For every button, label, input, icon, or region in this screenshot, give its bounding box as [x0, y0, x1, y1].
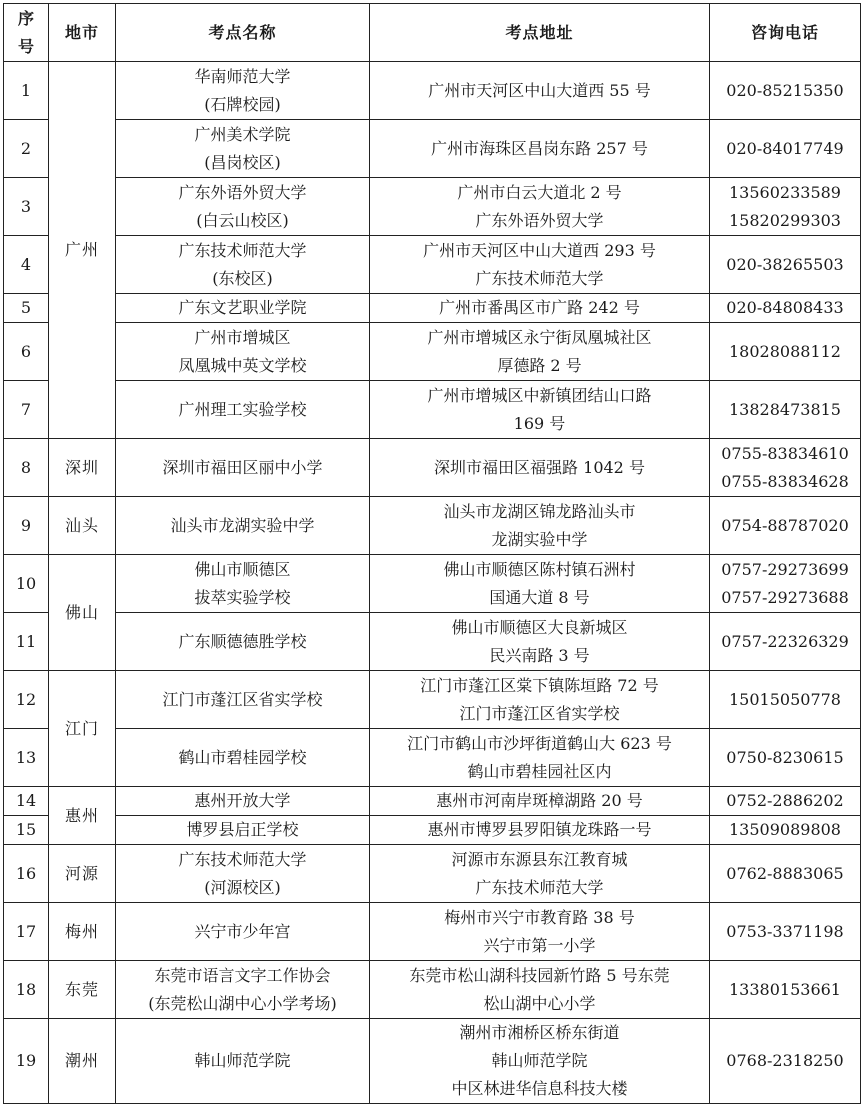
row-site-address [370, 62, 710, 120]
row-site-address [370, 497, 710, 555]
table-row [4, 381, 861, 439]
site-name-line: 佛山市顺德区 [194, 559, 291, 579]
row-phone [710, 381, 861, 439]
phone-line: 18028088112 [729, 341, 841, 361]
phone-line: 15820299303 [729, 210, 841, 230]
row-city: 汕头 [49, 497, 116, 555]
row-site-address [370, 1019, 710, 1104]
site-address-line: 河源市东源县东江教育城 [451, 849, 628, 869]
site-name-line: 汕头市龙湖实验中学 [170, 515, 315, 535]
row-site-address [370, 120, 710, 178]
header-site-address: 考点地址 [370, 4, 710, 62]
table-row [4, 62, 861, 120]
row-site-name [116, 381, 370, 439]
header-site-name: 考点名称 [116, 4, 370, 62]
site-name-line: 广东顺德德胜学校 [178, 631, 307, 651]
phone-line: 0755-83834610 [721, 443, 849, 463]
site-address-line: 厚德路 2 号 [497, 355, 582, 375]
row-site-address [370, 555, 710, 613]
site-address-line: 民兴南路 3 号 [489, 645, 590, 665]
row-site-name [116, 787, 370, 816]
site-name-line: (东校区) [212, 268, 273, 288]
row-site-address [370, 816, 710, 845]
row-seq: 11 [4, 613, 49, 671]
site-address-line: 龙湖实验中学 [491, 529, 588, 549]
site-address-line: 广东技术师范大学 [475, 877, 604, 897]
site-address-line: 韩山师范学院 [491, 1051, 588, 1070]
phone-line: 020-38265503 [726, 254, 844, 274]
row-phone [710, 729, 861, 787]
row-site-name [116, 294, 370, 323]
site-address-line: 广东外语外贸大学 [475, 210, 604, 230]
phone-line: 0752-2886202 [726, 791, 844, 810]
row-phone [710, 671, 861, 729]
site-address-line: 广州市白云大道北 2 号 [457, 182, 622, 202]
row-phone [710, 236, 861, 294]
row-phone [710, 613, 861, 671]
site-name-line: 兴宁市少年宫 [194, 921, 291, 941]
row-seq: 9 [4, 497, 49, 555]
header-city: 地市 [49, 4, 116, 62]
row-seq: 13 [4, 729, 49, 787]
row-site-name [116, 323, 370, 381]
row-phone [710, 787, 861, 816]
table-row [4, 294, 861, 323]
site-name-line: 深圳市福田区丽中小学 [162, 457, 323, 477]
site-address-line: 广州市番禺区市广路 242 号 [439, 298, 640, 317]
site-address-line: 广州市天河区中山大道西 293 号 [423, 240, 656, 260]
row-site-address [370, 178, 710, 236]
site-address-line: 松山湖中心小学 [483, 993, 596, 1013]
row-city: 江门 [49, 671, 116, 787]
phone-line: 0750-8230615 [726, 747, 844, 767]
phone-line: 0755-83834628 [721, 471, 849, 491]
site-name-line: 东莞市语言文字工作协会 [154, 965, 331, 985]
site-name-line: 广州美术学院 [194, 124, 291, 144]
row-site-address [370, 961, 710, 1019]
phone-line: 13380153661 [729, 979, 841, 999]
phone-line: 020-85215350 [726, 80, 844, 100]
site-name-line: (白云山校区) [196, 210, 289, 230]
row-site-address [370, 381, 710, 439]
site-name-line: 拔萃实验学校 [194, 587, 291, 607]
site-name-line: (昌岗校区) [204, 152, 281, 172]
phone-line: 0762-8883065 [726, 863, 844, 883]
row-site-name [116, 439, 370, 497]
table-row [4, 903, 861, 961]
site-address-line: 鹤山市碧桂园社区内 [467, 761, 612, 781]
phone-line: 0754-88787020 [721, 515, 849, 535]
row-phone [710, 497, 861, 555]
row-seq: 6 [4, 323, 49, 381]
row-phone [710, 323, 861, 381]
row-site-address [370, 323, 710, 381]
table-row [4, 555, 861, 613]
row-phone [710, 961, 861, 1019]
row-phone [710, 439, 861, 497]
phone-line: 13509089808 [729, 820, 841, 839]
row-site-name [116, 1019, 370, 1104]
site-address-line: 汕头市龙湖区锦龙路汕头市 [443, 501, 636, 521]
table-row [4, 236, 861, 294]
row-site-name [116, 236, 370, 294]
row-site-address [370, 439, 710, 497]
row-site-address [370, 236, 710, 294]
header-seq: 序 号 [4, 4, 49, 62]
site-address-line: 兴宁市第一小学 [483, 935, 596, 955]
row-site-name [116, 816, 370, 845]
site-address-line: 广州市海珠区昌岗东路 257 号 [431, 138, 648, 158]
row-seq: 7 [4, 381, 49, 439]
row-seq: 14 [4, 787, 49, 816]
row-phone [710, 1019, 861, 1104]
row-city: 东莞 [49, 961, 116, 1019]
row-phone [710, 903, 861, 961]
row-site-name [116, 845, 370, 903]
table-row [4, 120, 861, 178]
row-seq: 10 [4, 555, 49, 613]
row-seq: 18 [4, 961, 49, 1019]
site-address-line: 广东技术师范大学 [475, 268, 604, 288]
site-name-line: 江门市蓬江区省实学校 [162, 689, 323, 709]
site-address-line: 江门市蓬江区省实学校 [459, 703, 620, 723]
row-site-name [116, 178, 370, 236]
table-row [4, 671, 861, 729]
phone-line: 020-84808433 [726, 298, 844, 317]
table-body [4, 62, 861, 1104]
site-name-line: (东莞松山湖中心小学考场) [148, 993, 337, 1013]
header-phone: 咨询电话 [710, 4, 861, 62]
site-name-line: 广东文艺职业学院 [178, 298, 307, 317]
table-row [4, 845, 861, 903]
site-address-line: 东莞市松山湖科技园新竹路 5 号东莞 [409, 965, 670, 985]
table-row [4, 1019, 861, 1104]
row-seq: 19 [4, 1019, 49, 1104]
row-site-address [370, 903, 710, 961]
site-name-line: 韩山师范学院 [194, 1051, 291, 1070]
row-seq: 1 [4, 62, 49, 120]
site-address-line: 广州市天河区中山大道西 55 号 [428, 80, 651, 100]
row-city: 河源 [49, 845, 116, 903]
phone-line: 13560233589 [729, 182, 841, 202]
site-name-line: 凤凰城中英文学校 [178, 355, 307, 375]
row-site-address [370, 294, 710, 323]
row-seq: 8 [4, 439, 49, 497]
phone-line: 0757-29273699 [721, 559, 849, 579]
phone-line: 020-84017749 [726, 138, 844, 158]
row-phone [710, 120, 861, 178]
table-row [4, 323, 861, 381]
row-phone [710, 845, 861, 903]
site-name-line: 广州市增城区 [194, 327, 291, 347]
row-site-address [370, 729, 710, 787]
row-phone [710, 178, 861, 236]
table-row [4, 178, 861, 236]
site-name-line: 鹤山市碧桂园学校 [178, 747, 307, 767]
phone-line: 13828473815 [729, 399, 841, 419]
row-site-name [116, 555, 370, 613]
row-site-address [370, 613, 710, 671]
row-phone [710, 555, 861, 613]
row-city: 梅州 [49, 903, 116, 961]
row-seq: 3 [4, 178, 49, 236]
site-address-line: 深圳市福田区福强路 1042 号 [434, 457, 645, 477]
row-city: 惠州 [49, 787, 116, 845]
site-address-line: 广州市增城区中新镇团结山口路 [427, 385, 652, 405]
row-site-name [116, 62, 370, 120]
row-seq: 5 [4, 294, 49, 323]
site-name-line: 广东技术师范大学 [178, 240, 307, 260]
row-seq: 17 [4, 903, 49, 961]
site-address-line: 广州市增城区永宁街凤凰城社区 [427, 327, 652, 347]
site-address-line: 169 号 [513, 413, 566, 433]
row-seq: 16 [4, 845, 49, 903]
table-row [4, 787, 861, 816]
site-address-line: 国通大道 8 号 [489, 587, 590, 607]
site-address-line: 中区林进华信息科技大楼 [451, 1079, 628, 1098]
site-address-line: 潮州市湘桥区桥东街道 [459, 1023, 620, 1042]
site-address-line: 梅州市兴宁市教育路 38 号 [444, 907, 635, 927]
row-city: 潮州 [49, 1019, 116, 1104]
site-address-line: 惠州市河南岸斑樟湖路 20 号 [436, 791, 643, 810]
row-site-name [116, 729, 370, 787]
row-phone [710, 294, 861, 323]
row-seq: 2 [4, 120, 49, 178]
site-name-line: 广州理工实验学校 [178, 399, 307, 419]
row-site-address [370, 787, 710, 816]
site-name-line: 华南师范大学 [194, 66, 291, 86]
row-city: 深圳 [49, 439, 116, 497]
site-name-line: 广东外语外贸大学 [178, 182, 307, 202]
site-address-line: 佛山市顺德区陈村镇石洲村 [443, 559, 636, 579]
row-phone [710, 816, 861, 845]
table-row [4, 729, 861, 787]
row-seq: 4 [4, 236, 49, 294]
site-address-line: 江门市鹤山市沙坪街道鹤山大 623 号 [407, 733, 672, 753]
row-seq: 15 [4, 816, 49, 845]
site-name-line: (河源校区) [204, 877, 281, 897]
site-address-line: 江门市蓬江区棠下镇陈垣路 72 号 [420, 675, 659, 695]
row-phone [710, 62, 861, 120]
exam-sites-table [3, 3, 861, 1104]
table-row [4, 816, 861, 845]
row-seq: 12 [4, 671, 49, 729]
row-site-name [116, 903, 370, 961]
row-city: 广州 [49, 62, 116, 439]
phone-line: 0757-22326329 [721, 631, 849, 651]
site-address-line: 惠州市博罗县罗阳镇龙珠路一号 [427, 820, 652, 839]
site-name-line: (石牌校园) [204, 94, 281, 114]
table-row [4, 497, 861, 555]
table-row [4, 439, 861, 497]
table-row [4, 613, 861, 671]
row-site-address [370, 671, 710, 729]
row-site-name [116, 961, 370, 1019]
phone-line: 0753-3371198 [726, 921, 844, 941]
header-row [4, 4, 861, 62]
phone-line: 0757-29273688 [721, 587, 849, 607]
site-name-line: 广东技术师范大学 [178, 849, 307, 869]
row-site-name [116, 613, 370, 671]
row-site-name [116, 671, 370, 729]
row-site-address [370, 845, 710, 903]
site-name-line: 博罗县启正学校 [186, 820, 299, 839]
site-name-line: 惠州开放大学 [194, 791, 291, 810]
phone-line: 15015050778 [729, 689, 841, 709]
row-site-name [116, 120, 370, 178]
row-site-name [116, 497, 370, 555]
site-address-line: 佛山市顺德区大良新城区 [451, 617, 628, 637]
phone-line: 0768-2318250 [726, 1051, 844, 1070]
table-row [4, 961, 861, 1019]
row-city: 佛山 [49, 555, 116, 671]
